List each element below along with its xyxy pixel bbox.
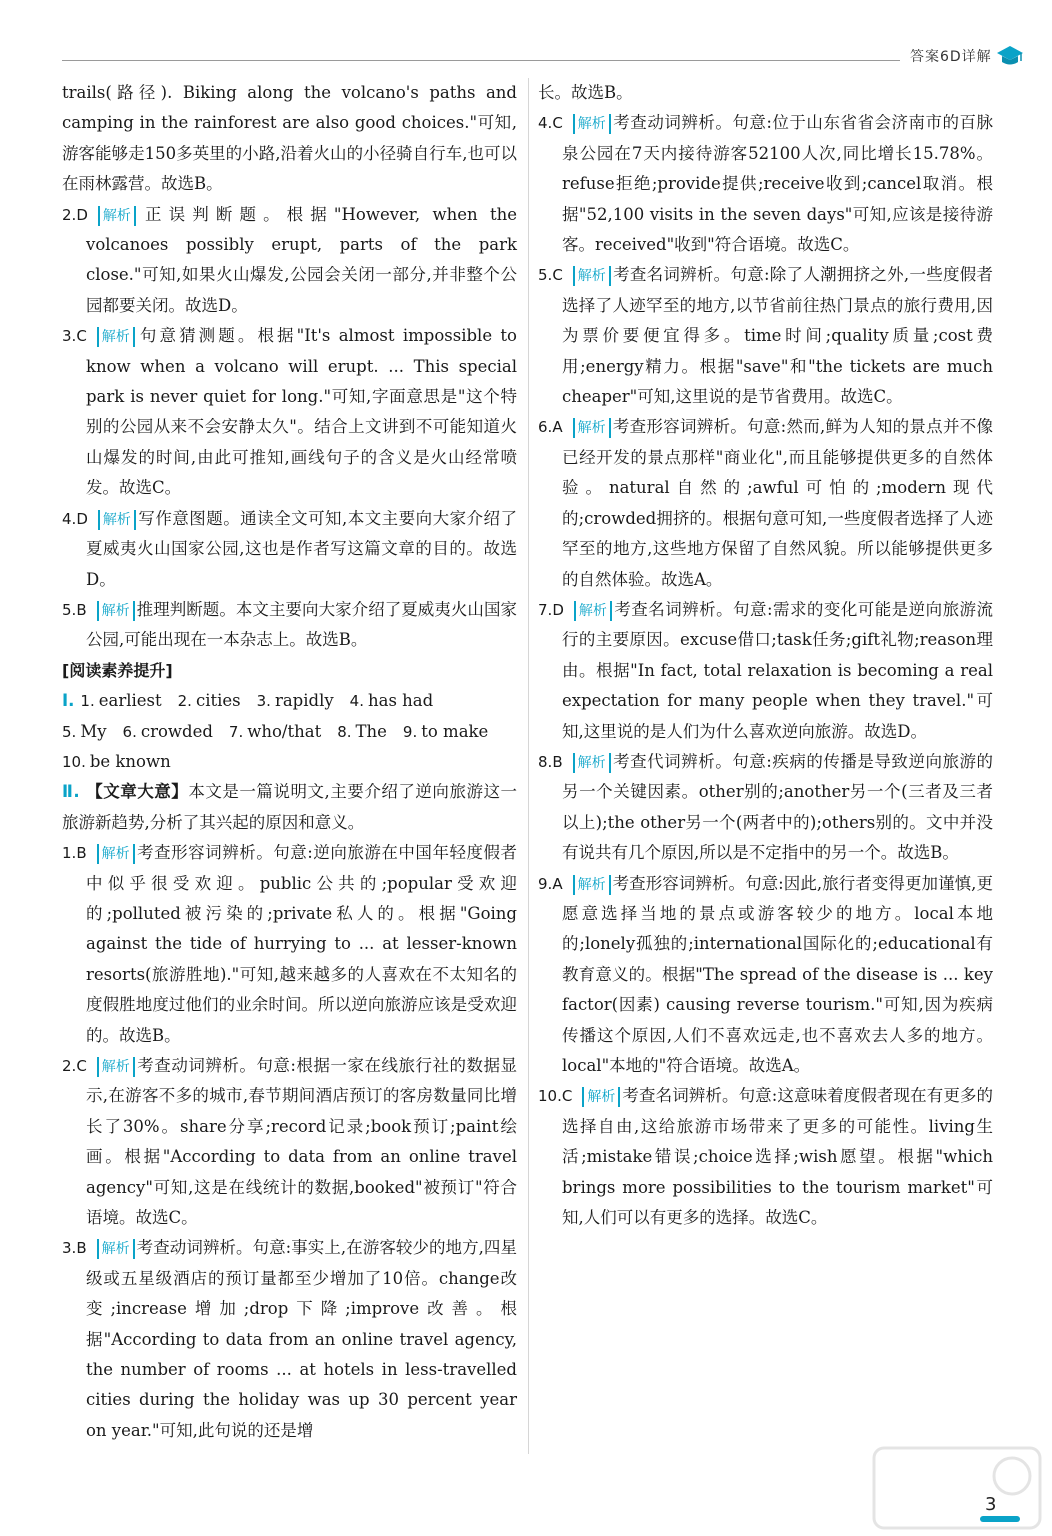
answer-number: 5. — [62, 600, 77, 619]
analysis-tag: 解析 — [573, 875, 611, 895]
analysis-tag: 解析 — [97, 844, 135, 864]
analysis-text: 考查动词辨析。句意:根据一家在线旅行社的数据显示,在游客不多的城市,春节期间酒店预订的客房数量同比增长了30%。share分享;record记录;book预订;paint绘画。根据"According to data from an online travel agency"可知,这是在线统计的数据,booked"被预订"符合语境。故选C。 — [86, 1056, 517, 1228]
answer-number: 8. — [538, 752, 553, 771]
analysis-text: 考查动词辨析。句意:事实上,在游客较少的地方,四星级或五星级酒店的预订量都至少增加了10倍。change改变;increase增加;drop下降;improve改善。根据"According to data from an online travel agency, the number of rooms ... at hotels in less-travelled cities during the holiday was up 30 percent year on year."可知,此句说的还是增 — [86, 1238, 517, 1440]
answer-choice: A — [552, 418, 563, 437]
fill-number: 4. — [349, 692, 364, 711]
analysis-tag: 解析 — [97, 1057, 135, 1077]
answer-item — [62, 200, 517, 322]
answer-item — [538, 260, 993, 412]
answer-item — [538, 869, 993, 1082]
answer-choice: B — [76, 600, 87, 619]
answer-number: 6. — [538, 418, 553, 437]
part2-text: 本文是一篇说明文,主要介绍了逆向旅游这一旅游新趋势,分析了其兴起的原因和意义。 — [62, 782, 518, 832]
fill-answer — [80, 686, 161, 716]
left-column — [62, 78, 517, 1446]
answer-number: 3. — [62, 1239, 77, 1258]
fill-word: be known — [89, 751, 171, 771]
answer-number: 10. — [538, 1087, 562, 1106]
fill-word: to make — [421, 721, 489, 741]
fill-answer — [123, 717, 213, 747]
fill-answer — [257, 686, 334, 716]
answer-choice: C — [552, 266, 563, 285]
answer-item — [538, 412, 993, 594]
fill-answer — [178, 686, 241, 716]
analysis-tag: 解析 — [98, 206, 136, 226]
fill-answer — [62, 747, 171, 777]
answer-choice: B — [76, 1239, 87, 1258]
page-number-decoration — [980, 1516, 1020, 1522]
fill-answer — [403, 717, 488, 747]
answer-number: 3. — [62, 327, 77, 346]
analysis-text: 考查形容词辨析。句意:因此,旅行者变得更加谨慎,更愿意选择当地的景点或游客较少的地方。local本地的;lonely孤独的;international国际化的;educational有教育意义的。根据"The spread of the disease is ... key factor(因素) causing reverse tourism."可知,因为疾病传播这个原因,人们不喜欢远走,也不喜欢去人多的地方。local"本地的"符合语境。故选A。 — [562, 873, 993, 1075]
fill-number: 9. — [402, 722, 418, 741]
fill-answer — [229, 717, 321, 747]
fill-number: 5. — [62, 722, 77, 741]
graduation-cap-icon — [996, 42, 1024, 70]
header-rule — [62, 60, 900, 61]
answer-choice: D — [552, 600, 564, 619]
left-answer-list-2 — [62, 838, 517, 1446]
analysis-text: 考查名词辨析。句意:这意味着度假者现在有更多的选择自由,这给旅游市场带来了更多的可能性。living生活;mistake错误;choice选择;wish愿望。根据"which brings more possibilities to the tourism market"可知,人们可以有更多的选择。故选C。 — [562, 1086, 993, 1228]
fill-word: rapidly — [274, 691, 334, 711]
analysis-tag: 解析 — [573, 266, 611, 286]
answer-choice: C — [561, 1087, 573, 1106]
analysis-text: 正误判断题。根据"However, when the volcanoes possibly erupt, parts of the park close."可知,如果火山爆发,公园会关闭一部分,并非整个公园都要关闭。故选D。 — [86, 204, 517, 315]
answer-choice: C — [552, 114, 563, 133]
analysis-tag: 解析 — [582, 1087, 620, 1107]
analysis-text: 考查名词辨析。句意:需求的变化可能是逆向旅游流行的主要原因。excuse借口;task任务;gift礼物;reason理由。根据"In fact, total relaxation is becoming a real expectation for many people when they travel."可知,这里说的是人们为什么喜欢逆向旅游。故选D。 — [562, 599, 993, 741]
analysis-tag: 解析 — [573, 418, 611, 438]
fill-number: 7. — [228, 722, 244, 741]
part2-mark: Ⅱ. — [62, 782, 80, 802]
answer-item — [62, 595, 517, 656]
fill-word: My — [80, 721, 107, 741]
analysis-text: 考查动词辨析。句意:位于山东省省会济南市的百脉泉公园在7天内接待游客52100人次,同比增长15.78%。refuse拒绝;provide提供;receive收到;cancel取消。根据"52,100 visits in the seven days"可知,应该是接待游客。received"收到"符合语境。故选C。 — [562, 113, 993, 255]
answer-number: 5. — [538, 266, 553, 285]
fill-word: has had — [367, 691, 434, 711]
answer-number: 4. — [62, 509, 77, 528]
answer-item — [538, 108, 993, 260]
analysis-text: 句意猜测题。根据"It's almost impossible to know when a volcano will erupt. ... This special park is never quiet for long."可知,字面意思是"这个特别的公园从来不会安静太久"。结合上文讲到不可能知道火山爆发的时间,由此可推知,画线句子的含义是火山经常喷发。故选C。 — [86, 326, 517, 498]
fill-word: The — [355, 721, 387, 741]
fill-answer — [62, 717, 107, 747]
analysis-text: 考查形容词辨析。句意:然而,鲜为人知的景点并不像已经开发的景点那样"商业化",而且能够提供更多的自然体验。natural自然的;awful可怕的;modern现代的;crowded拥挤的。根据句意可知,一些度假者选择了人迹罕至的地方,这些地方保留了自然风貌。所以能够提供更多的自然体验。故选A。 — [562, 417, 993, 589]
column-divider — [528, 78, 529, 1454]
answer-item — [62, 1051, 517, 1233]
analysis-tag: 解析 — [573, 114, 611, 134]
answer-continuation: 长。故选B。 — [538, 83, 633, 102]
right-column — [538, 78, 993, 1233]
fill-in-answers — [62, 686, 517, 777]
fill-row — [62, 717, 517, 747]
answer-choice: D — [76, 205, 88, 224]
answer-number: 2. — [62, 205, 77, 224]
analysis-text: 考查代词辨析。句意:疾病的传播是导致逆向旅游的另一个关键因素。other别的;another另一个(三者及三者以上);the other另一个(两者中的);others别的。文中并没有说共有几个原因,所以是不定指中的另一个。故选B。 — [562, 751, 993, 863]
answer-item — [62, 504, 517, 595]
fill-number: 2. — [177, 692, 192, 711]
fill-number: 3. — [256, 692, 271, 711]
answer-choice: C — [76, 1057, 87, 1075]
fill-row — [62, 686, 517, 716]
analysis-text: 考查名词辨析。句意:除了人潮拥挤之外,一些度假者选择了人迹罕至的地方,以节省前往热门景点的旅行费用,因为票价要便宜得多。time时间;quality质量;cost费用;energy精力。根据"save"和"the tickets are much cheaper"可知,这里说的是节省费用。故选C。 — [562, 265, 993, 407]
fill-word: earliest — [98, 691, 162, 711]
left-answer-list — [62, 78, 517, 656]
fill-answer — [337, 717, 387, 747]
answer-number: 7. — [538, 600, 553, 619]
answer-item — [538, 747, 993, 869]
header-title: 答案6D详解 — [910, 49, 992, 65]
fill-number: 6. — [122, 722, 137, 741]
analysis-tag: 解析 — [98, 510, 136, 530]
fill-word: cities — [195, 691, 241, 711]
part1-mark: Ⅰ. — [62, 691, 75, 711]
fill-word: crowded — [140, 721, 213, 741]
answer-choice: B — [76, 844, 87, 863]
analysis-tag: 解析 — [574, 601, 612, 621]
answer-number: 2. — [62, 1057, 77, 1075]
part2-label: 【文章大意】 — [85, 782, 189, 802]
fill-number: 10. — [62, 752, 86, 771]
page-number: 3 — [985, 1494, 997, 1515]
part2-summary — [62, 777, 517, 838]
analysis-tag: 解析 — [97, 327, 135, 347]
analysis-tag: 解析 — [97, 1239, 135, 1259]
answer-item — [62, 321, 517, 503]
answer-item — [62, 1233, 517, 1446]
analysis-tag: 解析 — [97, 601, 135, 621]
answer-item — [538, 1081, 993, 1233]
fill-answer — [350, 686, 434, 716]
analysis-text: 推理判断题。本文主要向大家介绍了夏威夷火山国家公园,可能出现在一本杂志上。故选B。 — [86, 599, 517, 650]
fill-word: who/that — [247, 721, 322, 741]
answer-number: 9. — [538, 874, 553, 893]
answer-continuation: trails(路径). Biking along the volcano's paths and camping in the rainforest are also good choices."可知,游客能够走150多英里的小路,沿着火山的小径骑自行车,也可以在雨林露营。故选B。 — [62, 83, 517, 194]
answer-number: 4. — [538, 114, 553, 133]
answer-item — [538, 595, 993, 747]
fill-number: 8. — [337, 722, 352, 741]
analysis-tag: 解析 — [573, 753, 611, 773]
analysis-text: 考查形容词辨析。句意:逆向旅游在中国年轻度假者中似乎很受欢迎。public公共的;popular受欢迎的;polluted被污染的;private私人的。根据"Going against the tide of hurrying to ... at lesser-known resorts(旅游胜地)."可知,越来越多的人喜欢在不太知名的度假胜地度过他们的业余时间。所以逆向旅游应该是受欢迎的。故选B。 — [86, 843, 517, 1045]
analysis-text: 写作意图题。通读全文可知,本文主要向大家介绍了夏威夷火山国家公园,这也是作者写这篇文章的目的。故选D。 — [86, 508, 517, 589]
answer-choice: B — [552, 752, 563, 771]
answer-choice: A — [552, 874, 563, 893]
page-header — [62, 40, 1040, 74]
answer-number: 1. — [62, 844, 77, 863]
fill-number: 1. — [80, 692, 95, 711]
answer-choice: D — [76, 509, 88, 528]
answer-choice: C — [76, 327, 87, 346]
fill-row — [62, 747, 517, 777]
right-answer-list — [538, 78, 993, 1233]
answer-item — [62, 838, 517, 1051]
section-title: [阅读素养提升] — [62, 660, 173, 680]
